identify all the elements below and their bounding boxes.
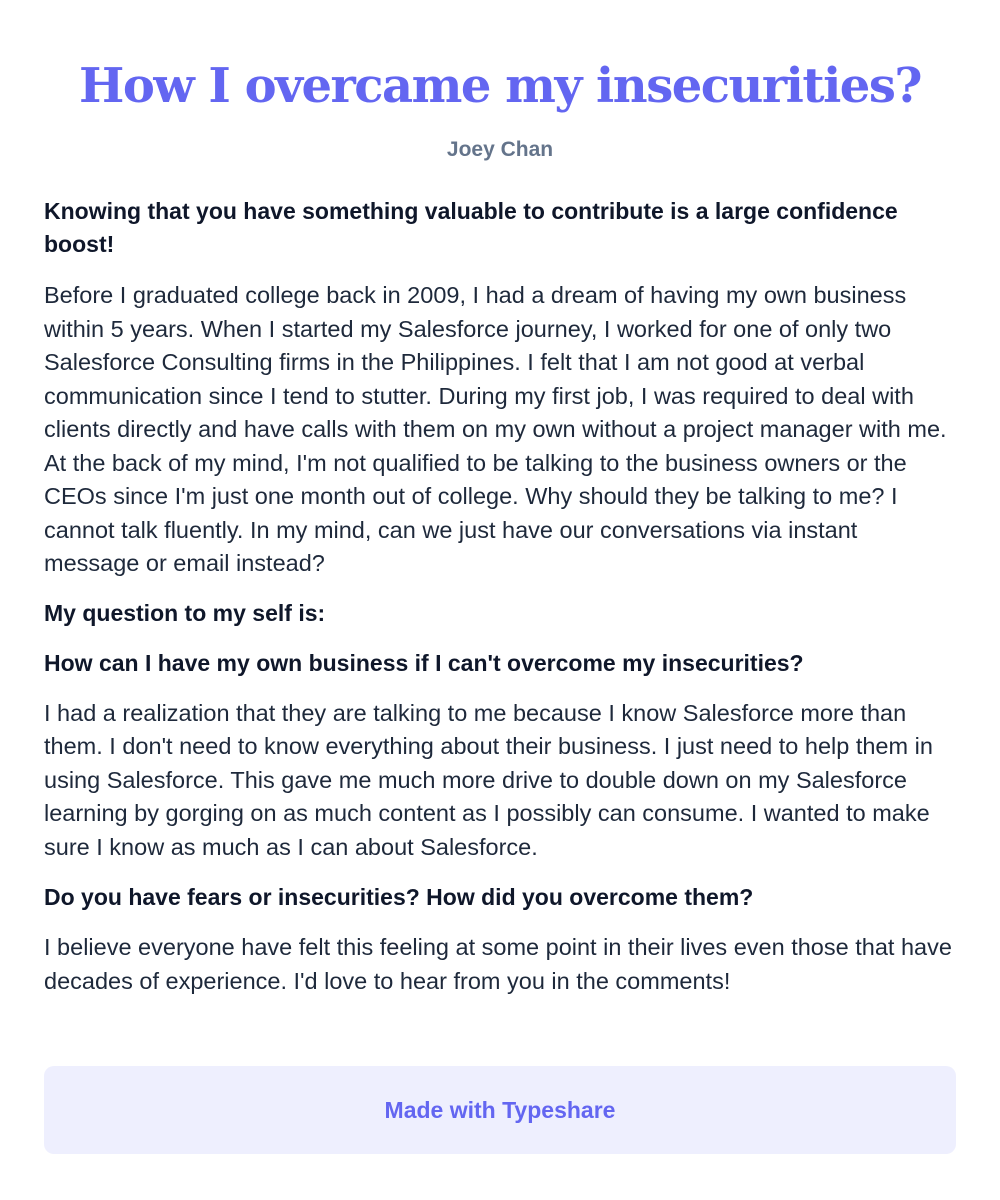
author-name: Joey Chan bbox=[446, 138, 554, 161]
article-title: How I overcame my insecurities? bbox=[79, 58, 921, 114]
body-paragraph: I had a realization that they are talking to me because I know Salesforce more than them. I don't need to know everything about their business. I just need to help them in using Salesforce. This gave me much more drive to double down on my Salesforce learning by gorging on as much content as I possibly can consume. I wanted to make sure I know as much as I can about Salesforce. bbox=[44, 699, 933, 860]
made-with-typeshare-link[interactable]: Made with Typeshare bbox=[44, 1066, 956, 1154]
body-paragraph: Before I graduated college back in 2009, I had a dream of having my own business within 5 years. When I started my Salesforce journey, I worked for one of only two Salesforce Consulting firms in the Philippines. I felt that I am not good at verbal communication since I tend to stutter. During my first job, I was required to deal with clients directly and have calls with them on my own without a project manager with me. At the back of my mind, I'm not qualified to be talking to the business owners or the CEOs since I'm just one month out of college. Why should they be talking to me? I cannot talk fluently. In my mind, can we just have our conversations via instant message or email instead? bbox=[44, 282, 947, 576]
section-heading: How can I have my own business if I can't overcome my insecurities? bbox=[44, 649, 804, 676]
section-heading: My question to my self is: bbox=[44, 599, 326, 626]
section-heading: Knowing that you have something valuable to contribute is a large confidence boost! bbox=[44, 198, 898, 257]
section-heading: Do you have fears or insecurities? How did you overcome them? bbox=[44, 884, 754, 910]
article-body bbox=[44, 195, 956, 998]
body-paragraph: I believe everyone have felt this feeling at some point in their lives even those that have decades of experience. I'd love to hear from you in the comments! bbox=[44, 934, 952, 994]
